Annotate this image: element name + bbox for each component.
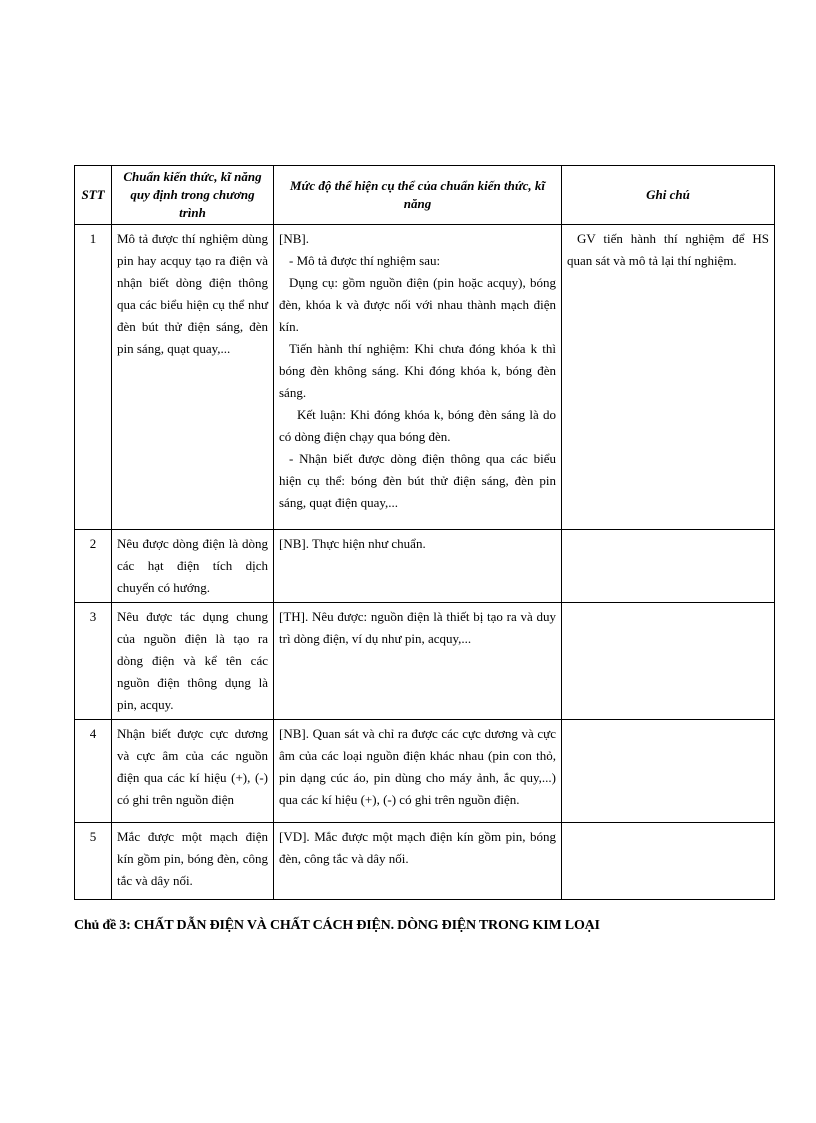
standard-cell: Nhận biết được cực dương và cực âm của các nguồn điện qua các kí hiệu (+), (-) có ghi trên nguồn điện [112,720,274,823]
table-header-row [75,166,775,225]
note-cell [562,530,775,603]
note-cell [562,720,775,823]
standard-cell: Mắc được một mạch điện kín gồm pin, bóng đèn, công tắc và dây nối. [112,823,274,900]
table-row [75,823,775,900]
standard-cell: Mô tả được thí nghiệm dùng pin hay acquy tạo ra điện và nhận biết dòng điện thông qua các biểu hiện cụ thể như đèn bút thử điện sáng, đèn pin sáng, quạt quay,... [112,225,274,530]
table-row [75,530,775,603]
standards-table [74,165,775,900]
level-cell: [NB]. Thực hiện như chuẩn. [274,530,562,603]
note-text: GV tiến hành thí nghiệm để HS quan sát và mô tả lại thí nghiệm. [567,231,769,268]
level-cell: [VD]. Mắc được một mạch điện kín gồm pin, bóng đèn, công tắc và dây nối. [274,823,562,900]
header-level: Mức độ thể hiện cụ thể của chuẩn kiến thức, kĩ năng [274,166,562,225]
level-tag: [NB]. [279,231,309,246]
header-note: Ghi chú [562,166,775,225]
row-number: 5 [75,823,112,900]
table-row [75,225,775,530]
level-paragraph: Kết luận: Khi đóng khóa k, bóng đèn sáng là do có dòng điện chạy qua bóng đèn. [279,407,556,444]
row-number: 4 [75,720,112,823]
standard-cell: Nêu được dòng điện là dòng các hạt điện tích dịch chuyển có hướng. [112,530,274,603]
table-row [75,720,775,823]
header-stt: STT [75,166,112,225]
level-paragraph: - Nhận biết được dòng điện thông qua các biểu hiện cụ thể: bóng đèn bút thử điện sáng, đèn pin sáng, quạt điện quay,... [279,451,556,510]
level-cell: [TH]. Nêu được: nguồn điện là thiết bị tạo ra và duy trì dòng điện, ví dụ như pin, acquy,... [274,603,562,720]
level-paragraph: - Mô tả được thí nghiệm sau: [289,253,441,268]
standard-cell: Nêu được tác dụng chung của nguồn điện là tạo ra dòng điện và kể tên các nguồn điện thông dụng là pin, acquy. [112,603,274,720]
row-number: 2 [75,530,112,603]
note-cell [562,225,775,530]
topic-heading: Chủ đề 3: CHẤT DẪN ĐIỆN VÀ CHẤT CÁCH ĐIỆN. DÒNG ĐIỆN TRONG KIM LOẠI [74,918,600,933]
note-cell [562,603,775,720]
note-cell [562,823,775,900]
level-paragraph: Tiến hành thí nghiệm: Khi chưa đóng khóa k thì bóng đèn không sáng. Khi đóng khóa k, bóng đèn sáng. [279,341,556,400]
row-number: 3 [75,603,112,720]
level-paragraph: Dụng cụ: gồm nguồn điện (pin hoặc acquy), bóng đèn, khóa k và được nối với nhau thành mạch điện kín. [279,275,556,334]
header-standard: Chuẩn kiến thức, kĩ năng quy định trong chương trình [112,166,274,225]
level-cell [274,225,562,530]
level-cell: [NB]. Quan sát và chỉ ra được các cực dương và cực âm của các loại nguồn điện khác nhau (pin con thỏ, pin dạng cúc áo, pin dùng cho máy ảnh, ắc quy,...) qua các kí hiệu (+), (-) có ghi trên nguồn điện. [274,720,562,823]
row-number: 1 [75,225,112,530]
table-row [75,603,775,720]
